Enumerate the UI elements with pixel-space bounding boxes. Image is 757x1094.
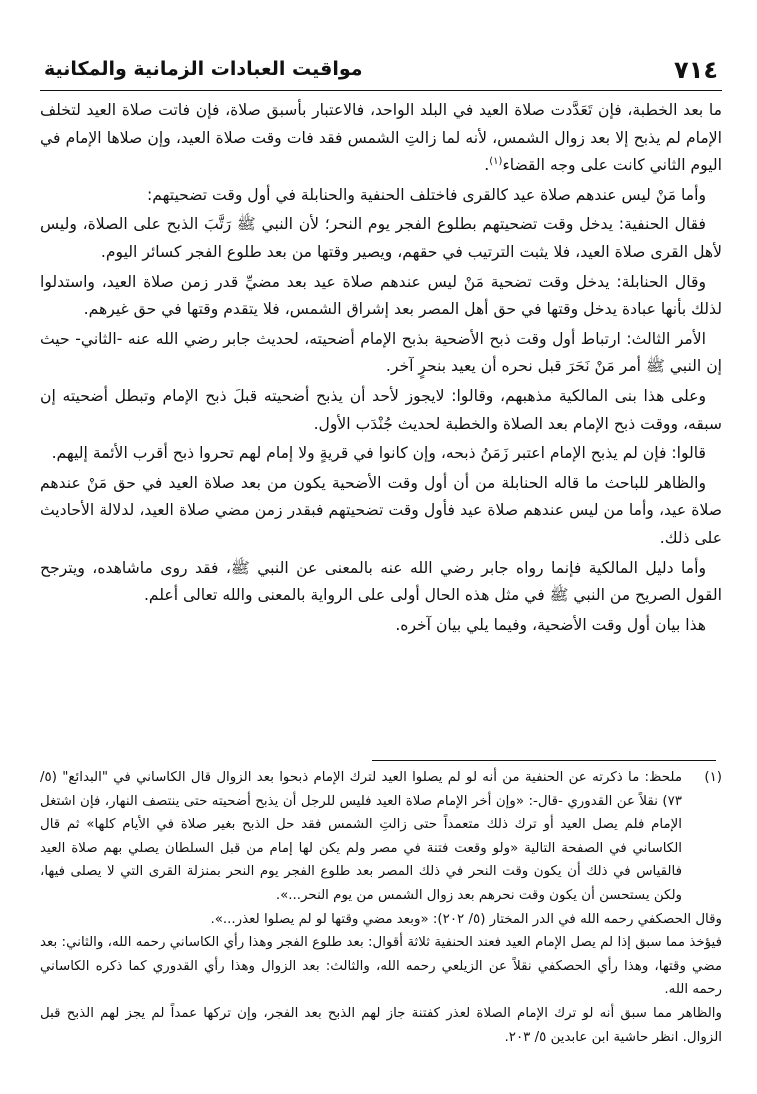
paragraph: ما بعد الخطبة، فإن تَعَدَّدت صلاة العيد في البلد الواحد، فالاعتبار بأسبق صلاة، فإن فاتت صلاة العيد لتخلف الإمام لم يذبح إلا بعد زوال الشمس، لأنه لما زالتِ الشمس فقد فات وقت صلاة العيد، وإن صلاها الإمام في اليوم الثاني كانت على وجه القضاء$^{(١)}$. (40, 101, 722, 175)
paragraph: وعلى هذا بنى المالكية مذهبهم، وقالوا: لايجوز لأحد أن يذبح أضحيته قبلَ ذبح الإمام وتبطل أضحيته إن سبقه، ووقت ذبح الإمام بعد الصلاة والخطبة لحديث جُنْدَب الأول. (40, 386, 722, 433)
paragraph: فقال الحنفية: يدخل وقت تضحيتهم بطلوع الفجر يوم النحر؛ لأن النبي ﷺ رَتَّبَ الذبح على الصلاة، وليس لأهل القرى صلاة العيد، فلا يثبت الترتيب في حقهم، ويصير وقتها من بعد طلوع الفجر كسائر اليوم. (40, 215, 722, 261)
page-number: ٧١٤ (674, 56, 718, 84)
paragraph: وأما مَنْ ليس عندهم صلاة عيد كالقرى فاختلف الحنفية والحنابلة في أول وقت تضحيتهم: (146, 185, 706, 204)
footnote (40, 766, 722, 908)
footnote-paragraph: والظاهر مما سبق أنه لو ترك الإمام الصلاة لعذر كفتنة جاز لهم الذبح بعد الفجر، وإن تركها عمداً لم يجز لهم الذبح قبل الزوال. انظر حاشية ابن عابدين ٥/ ٢٠٣. (40, 1005, 722, 1045)
footnote-divider (372, 760, 716, 761)
page-header (40, 52, 722, 91)
paragraph: قالوا: فإن لم يذبح الإمام اعتبر زَمَنُ ذبحه، وإن كانوا في قريةٍ ولا إمام لهم تحروا ذبح أقرب الأئمة إليهم. (51, 444, 706, 463)
footnote-paragraph: وقال الحصكفي رحمه الله في الدر المختار (٥/ ٢٠٢): «وبعد مضي وقتها لو لم يصلوا لعذر...». (210, 911, 722, 927)
main-text (40, 97, 722, 641)
paragraph: وقال الحنابلة: يدخل وقت تضحية مَنْ ليس عندهم صلاة عيد بعد مضيِّ قدر زمن صلاة العيد، واستدلوا لذلك بأنها عبادة يدخل وقتها في حق أهل المصر بعد إشراق الشمس، فلا يتقدم وقتها في حق غيرهم. (40, 272, 722, 319)
paragraph-text: ما بعد الخطبة، فإن تَعَدَّدت صلاة العيد في البلد الواحد، فالاعتبار بأسبق صلاة، فإن فاتت صلاة العيد لتخلف الإمام لم يذبح إلا بعد زوال الشمس، لأنه لما زالتِ الشمس فقد فات وقت صلاة العيد، وإن صلاها الإمام في اليوم الثاني كانت على وجه القضاء (40, 101, 722, 175)
paragraph: والظاهر للباحث ما قاله الحنابلة من أن أول وقت الأضحية يكون من بعد صلاة العيد في حق مَنْ عندهم صلاة عيد، وأما من ليس عندهم صلاة عيد فأول وقت تضحيتهم فبقدر زمن مضي صلاة العيد، لدلالة الأحاديث على ذلك. (40, 473, 722, 547)
footnotes (40, 766, 722, 1049)
paragraph: وأما دليل المالكية فإنما رواه جابر رضي الله عنه بالمعنى عن النبي ﷺ، فقد روى ماشاهده، ويترجح القول الصريح من النبي ﷺ في مثل هذه الحال أولى على الرواية بالمعنى والله تعالى أعلم. (40, 558, 722, 605)
paragraph: الأمر الثالث: ارتباط أول وقت ذبح الأضحية بذبح الإمام أضحيته، لحديث جابر رضي الله عنه -الثاني- حيث إن النبي ﷺ أمر مَنْ نَحَرَ قبل نحره أن يعيد بنحرٍ آخر. (40, 329, 722, 376)
footnote-number: (١) (704, 770, 722, 785)
footnote-paragraph: فيؤخذ مما سبق إذا لم يصل الإمام العيد فعند الحنفية ثلاثة أقوال: بعد طلوع الفجر وهذا رأي الكاساني رحمه الله، والثاني: بعد مضي وقتها، وهذا رأي الحصكفي نقلاً عن الزيلعي رحمه الله، والثالث: بعد الزوال وهذا رأي القدوري كما ذكره الكاساني رحمه الله. (40, 935, 722, 998)
footnote-text: ملحظ: ما ذكرته عن الحنفية من أنه لو لم يصلوا العيد لترك الإمام ذبحوا بعد الزوال قال الكاساني في "البدائع" (٥/ ٧٣) نقلاً عن القدوري -قال-: «وإن أخر الإمام صلاة العيد فليس للرجل أن يذبح أضحيته حتى ينتصف النهار، فإن اشتغل الإمام فلم يصل العيد أو ترك ذلك متعمداً حتى زالتِ الشمس فقد حل الذبح بغير صلاة في الأيام كلها» ثم قال الكاساني في الصفحة التالية «ولو وقعت فتنة في مصر ولم يكن لها إمام من قبل السلطان يصلي بهم صلاة العيد فالقياس في ذلك أن يكون وقت النحر في ذلك المصر بعد طلوع الفجر يوم النحر بمنزلة القرى التي لا يصلى فيها، ولكن يستحسن أن يكون وقت نحرهم بعد زوال الشمس من يوم النحر...». (40, 770, 682, 903)
running-title: مواقيت العبادات الزمانية والمكانية (44, 58, 363, 80)
footnote-reference: (١) (489, 156, 503, 167)
paragraph: هذا بيان أول وقت الأضحية، وفيما يلي بيان آخره. (395, 615, 706, 634)
